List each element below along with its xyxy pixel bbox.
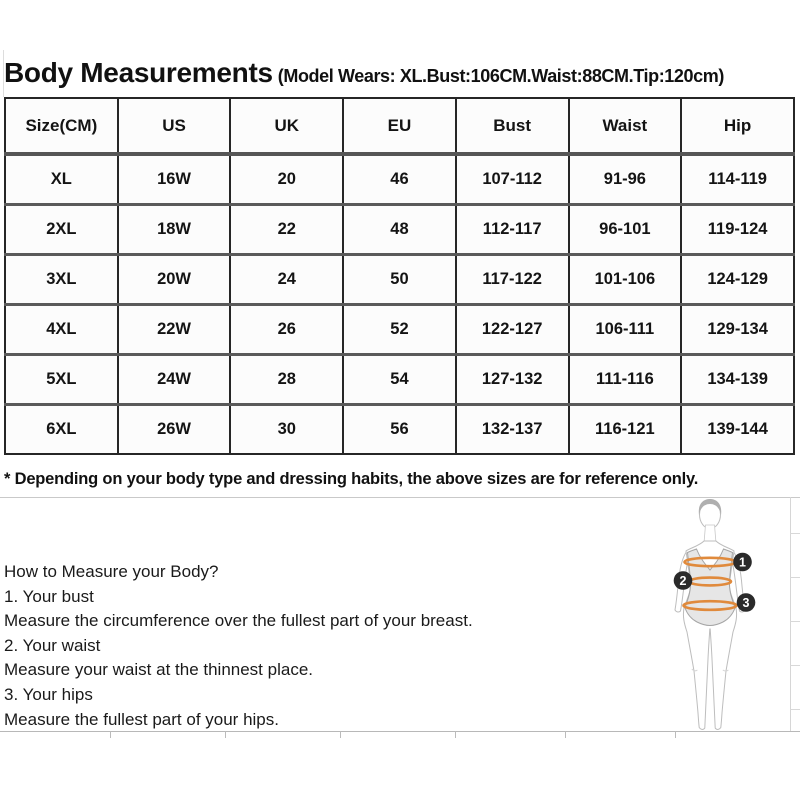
measure-instructions	[4, 560, 473, 732]
instruction-line: 3. Your hips	[4, 684, 93, 704]
instruction-line: 1. Your bust	[4, 586, 94, 606]
size-cell: 111-116	[569, 355, 682, 405]
size-cell: XL	[5, 154, 118, 205]
instruction-line: 2. Your waist	[4, 635, 101, 655]
size-cell: 122-127	[456, 305, 569, 355]
instructions-heading: How to Measure your Body?	[4, 562, 219, 581]
column-header: Size(CM)	[5, 98, 118, 154]
size-cell: 4XL	[5, 305, 118, 355]
size-cell: 114-119	[681, 154, 794, 205]
size-cell: 139-144	[681, 405, 794, 455]
size-cell: 96-101	[569, 205, 682, 255]
size-cell: 50	[343, 255, 456, 305]
size-cell: 18W	[118, 205, 231, 255]
size-cell: 117-122	[456, 255, 569, 305]
size-cell: 112-117	[456, 205, 569, 255]
gridline-tick	[790, 533, 800, 534]
instruction-line: Measure the fullest part of your hips.	[4, 709, 279, 729]
column-header: UK	[230, 98, 343, 154]
size-cell: 116-121	[569, 405, 682, 455]
table-row	[5, 255, 794, 305]
size-cell: 56	[343, 405, 456, 455]
size-cell: 22	[230, 205, 343, 255]
size-cell: 132-137	[456, 405, 569, 455]
size-cell: 106-111	[569, 305, 682, 355]
size-cell: 24W	[118, 355, 231, 405]
column-header: Hip	[681, 98, 794, 154]
bust-badge-number: 1	[739, 555, 746, 570]
body-measurement-figure	[653, 497, 768, 732]
size-cell: 22W	[118, 305, 231, 355]
title-main: Body Measurements	[4, 57, 273, 88]
size-cell: 107-112	[456, 154, 569, 205]
figure-neck	[704, 525, 716, 543]
table-row	[5, 154, 794, 205]
table-row	[5, 405, 794, 455]
size-table	[4, 97, 795, 455]
header-row	[5, 98, 794, 154]
gridline-tick	[790, 621, 800, 622]
gridline-tick	[790, 665, 800, 666]
size-cell: 52	[343, 305, 456, 355]
size-cell: 26W	[118, 405, 231, 455]
size-cell: 6XL	[5, 405, 118, 455]
hip-badge-number: 3	[742, 595, 750, 610]
size-cell: 5XL	[5, 355, 118, 405]
title-model-info: (Model Wears: XL.Bust:106CM.Waist:88CM.Tip:120cm)	[277, 66, 724, 86]
table-row	[5, 305, 794, 355]
gridline-tick	[225, 731, 226, 738]
gridline-tick	[790, 577, 800, 578]
gridline-tick	[675, 731, 676, 738]
table-row	[5, 355, 794, 405]
size-cell: 26	[230, 305, 343, 355]
size-cell: 91-96	[569, 154, 682, 205]
instruction-line: Measure your waist at the thinnest place.	[4, 660, 313, 680]
size-cell: 124-129	[681, 255, 794, 305]
size-cell: 119-124	[681, 205, 794, 255]
gridline-tick	[790, 709, 800, 710]
page-title	[4, 57, 724, 89]
gridline-tick	[340, 731, 341, 738]
size-cell: 24	[230, 255, 343, 305]
gridline-tick	[455, 731, 456, 738]
gridline-tick	[110, 731, 111, 738]
gridline-tick	[565, 731, 566, 738]
size-cell: 127-132	[456, 355, 569, 405]
size-cell: 20W	[118, 255, 231, 305]
size-cell: 3XL	[5, 255, 118, 305]
size-cell: 48	[343, 205, 456, 255]
instruction-list	[4, 585, 473, 733]
column-header: Bust	[456, 98, 569, 154]
size-cell: 20	[230, 154, 343, 205]
column-header: US	[118, 98, 231, 154]
reference-note: * Depending on your body type and dressing habits, the above sizes are for reference only.	[4, 470, 699, 488]
size-cell: 2XL	[5, 205, 118, 255]
size-cell: 54	[343, 355, 456, 405]
gridline-left	[3, 50, 4, 97]
column-header: EU	[343, 98, 456, 154]
size-cell: 129-134	[681, 305, 794, 355]
column-header: Waist	[569, 98, 682, 154]
size-cell: 46	[343, 154, 456, 205]
size-cell: 28	[230, 355, 343, 405]
size-cell: 134-139	[681, 355, 794, 405]
table-row	[5, 205, 794, 255]
instruction-line: Measure the circumference over the fullest part of your breast.	[4, 611, 473, 631]
waist-badge-number: 2	[679, 573, 687, 588]
size-cell: 16W	[118, 154, 231, 205]
size-cell: 30	[230, 405, 343, 455]
size-cell: 101-106	[569, 255, 682, 305]
